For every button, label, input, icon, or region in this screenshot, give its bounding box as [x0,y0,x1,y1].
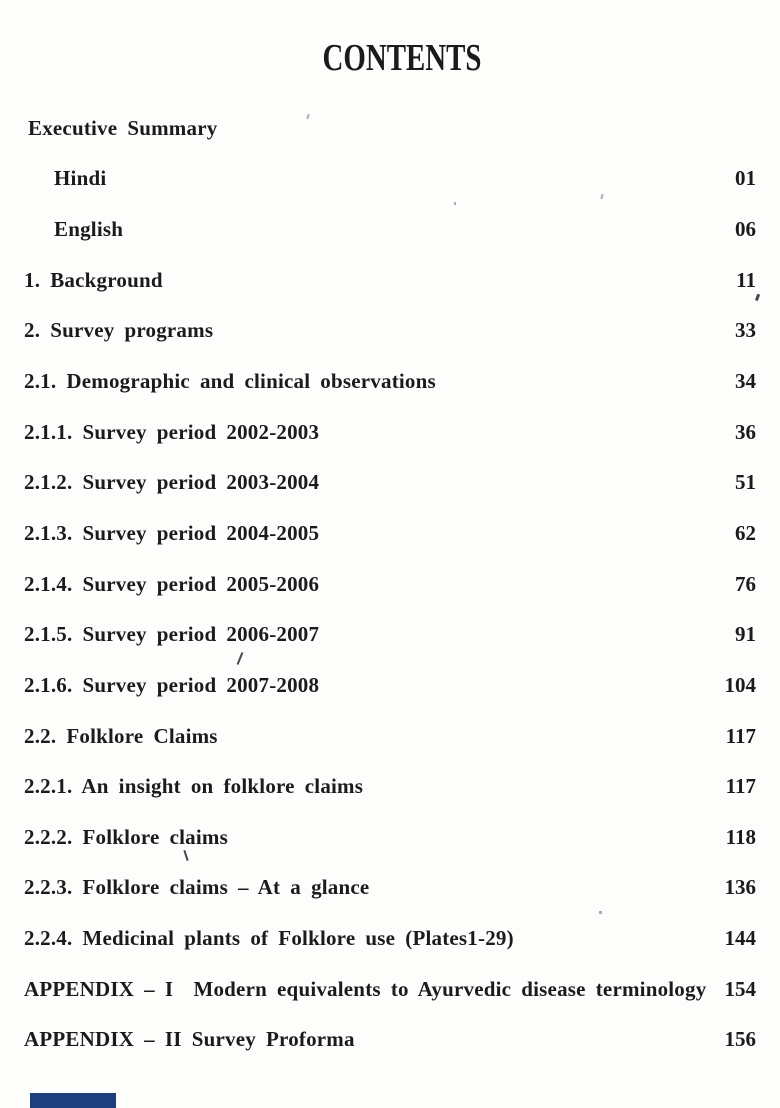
toc-entry-page: 117 [725,723,756,748]
toc-entry-page: 144 [724,926,756,951]
toc-entry-page: 01 [735,166,756,191]
toc-entry-label: 2. Survey programs [24,318,214,343]
toc-entry-label: 2.1.5. Survey period 2006-2007 [24,622,320,647]
toc-entry [24,306,756,357]
toc-entry-label: 2.2.4. Medicinal plants of Folklore use (Plates1-29) [24,926,514,951]
toc-entry-page: 117 [725,774,756,799]
toc-entry [24,609,756,660]
toc-entry-label: 2.2.1. An insight on folklore claims [24,774,364,799]
toc-entry-page: 104 [724,672,756,697]
toc-entry-page: 91 [735,622,756,647]
toc-entry [24,407,756,458]
toc-entry-label: APPENDIX – I Modern equivalents to Ayurvedic disease terminology [24,976,707,1001]
toc-entry [24,660,756,711]
toc-entry [24,711,756,762]
toc-entry-label: 2.1.2. Survey period 2003-2004 [24,470,320,495]
toc-entry-page: 118 [725,824,756,849]
toc-entry-page: 136 [724,875,756,900]
toc-entry-page: 34 [735,369,756,394]
scan-artifact [599,911,602,914]
toc-entry-page: 51 [735,470,756,495]
toc-entry [24,255,756,306]
toc-entry [24,204,756,255]
toc-entry-label: 2.1.6. Survey period 2007-2008 [24,672,320,697]
toc-entry [24,812,756,863]
toc-entry-page: 156 [724,1027,756,1052]
toc-entry-label: 1. Background [24,267,163,292]
footer-color-bar [30,1093,116,1108]
toc-entry [24,761,756,812]
toc-entry-label: 2.1. Demographic and clinical observations [24,369,436,394]
toc-entry-page: 76 [735,571,756,596]
toc-entry [24,863,756,914]
toc-entry [24,508,756,559]
toc-entry-label: 2.2.2. Folklore claims [24,824,228,849]
toc-entry [24,1015,756,1066]
toc-entry-page: 33 [735,318,756,343]
toc-entry-page: 06 [735,217,756,242]
scan-artifact [454,202,456,205]
toc-entry [24,103,756,154]
toc-entry [24,559,756,610]
page-title: CONTENTS [322,37,482,80]
toc-entry-page: 154 [724,976,756,1001]
toc-entry-label: Hindi [54,166,107,191]
toc-entry-label: 2.1.4. Survey period 2005-2006 [24,571,320,596]
toc-entry [24,356,756,407]
toc-entry-label: 2.2.3. Folklore claims – At a glance [24,875,370,900]
toc-entry-label: 2.2. Folklore Claims [24,723,218,748]
toc-entry [24,457,756,508]
toc-list [24,103,756,1065]
toc-entry-page: 62 [735,520,756,545]
toc-entry-label: APPENDIX – II Survey Proforma [24,1027,355,1052]
toc-entry-label: 2.1.3. Survey period 2004-2005 [24,520,320,545]
toc-entry-page: 36 [735,419,756,444]
toc-entry-label: English [54,217,124,242]
toc-entry-page: 11 [736,267,756,292]
toc-entry [24,154,756,205]
scan-artifact [755,294,760,302]
toc-entry [24,913,756,964]
toc-entry [24,964,756,1015]
toc-entry-label: 2.1.1. Survey period 2002-2003 [24,419,320,444]
toc-entry-label: Executive Summary [28,115,218,140]
